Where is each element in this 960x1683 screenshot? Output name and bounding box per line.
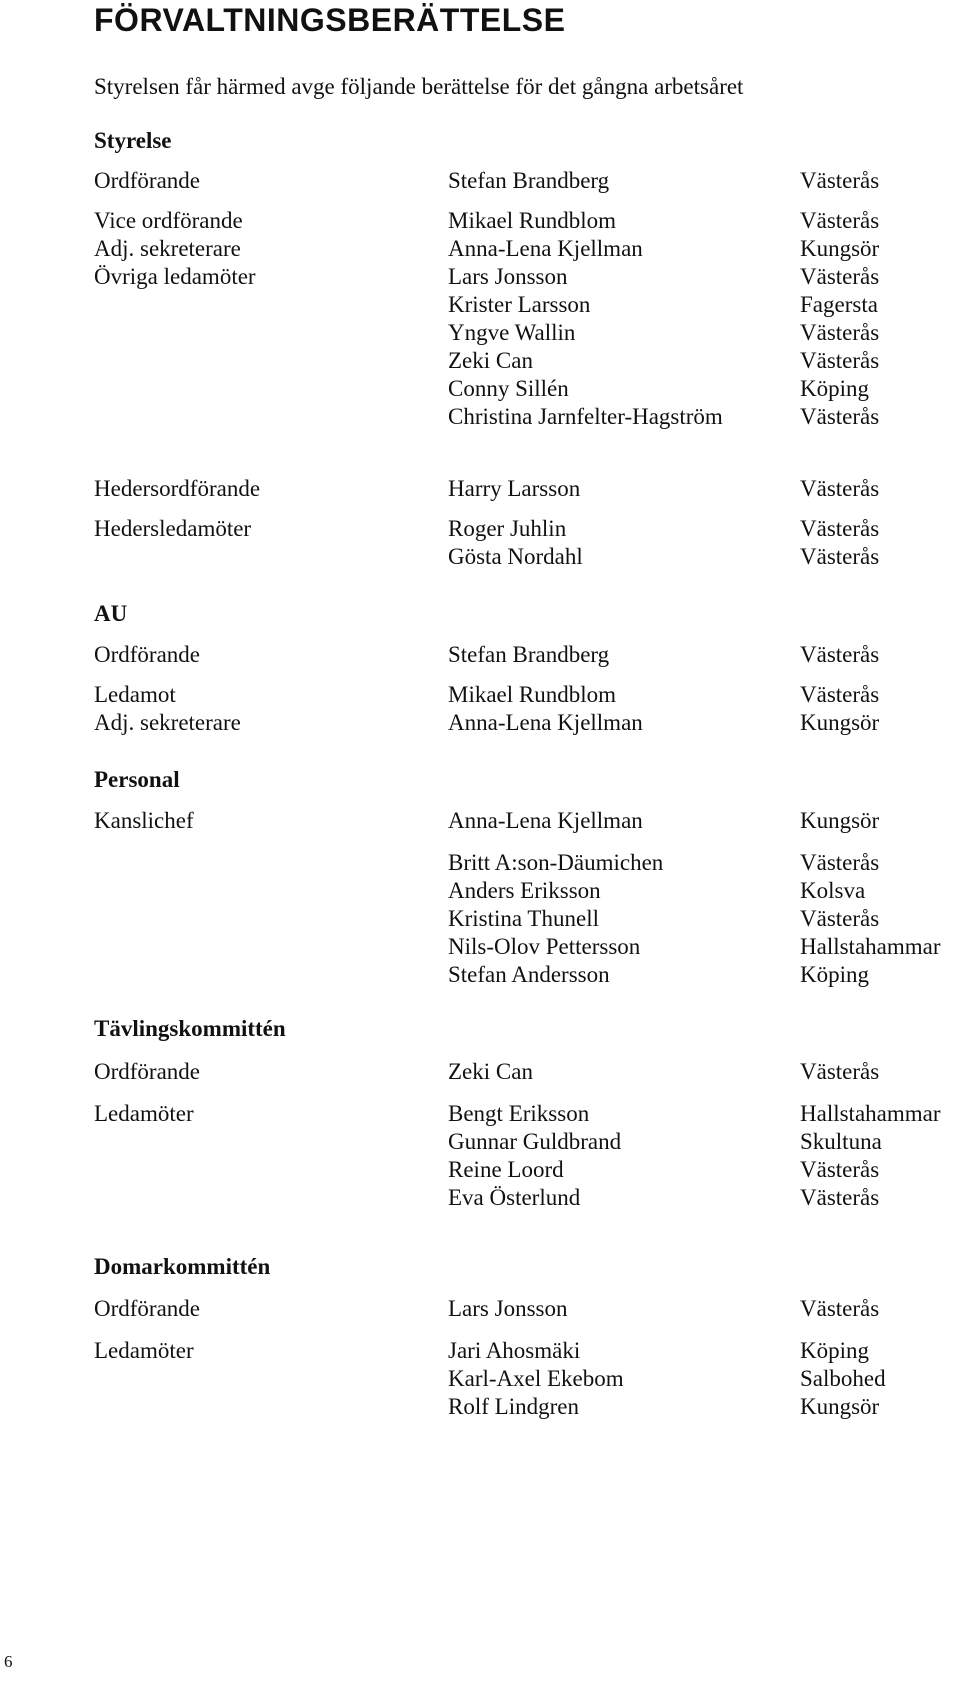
section-heading-personal: Personal bbox=[94, 767, 180, 792]
member-name: Jari Ahosmäki bbox=[448, 1338, 581, 1363]
member-name: Reine Loord bbox=[448, 1157, 564, 1182]
member-name: Yngve Wallin bbox=[448, 320, 576, 345]
member-row bbox=[94, 808, 960, 838]
member-role: Vice ordförande bbox=[94, 208, 243, 233]
member-city: Fagersta bbox=[800, 292, 878, 317]
member-city: Västerås bbox=[800, 348, 880, 373]
member-city: Västerås bbox=[800, 850, 880, 875]
member-name: Rolf Lindgren bbox=[448, 1394, 579, 1419]
member-row bbox=[94, 1157, 960, 1187]
member-name: Mikael Rundblom bbox=[448, 682, 617, 707]
member-city: Västerås bbox=[800, 906, 880, 931]
member-city: Kolsva bbox=[800, 878, 866, 903]
member-row bbox=[94, 168, 960, 198]
member-name: Stefan Andersson bbox=[448, 962, 610, 987]
member-row bbox=[94, 1185, 960, 1215]
member-role: Hedersordförande bbox=[94, 476, 261, 501]
page-number: 6 bbox=[4, 1652, 13, 1671]
member-city: Kungsör bbox=[800, 710, 880, 735]
document-subtitle: Styrelsen får härmed avge följande berättelse för det gångna arbetsåret bbox=[94, 74, 744, 99]
member-role: Adj. sekreterare bbox=[94, 236, 241, 261]
section-heading-domarkommitten: Domarkommittén bbox=[94, 1254, 271, 1279]
member-city: Skultuna bbox=[800, 1129, 882, 1154]
member-name: Krister Larsson bbox=[448, 292, 591, 317]
member-city: Kungsör bbox=[800, 808, 880, 833]
member-city: Västerås bbox=[800, 1059, 880, 1084]
member-name: Anna-Lena Kjellman bbox=[448, 808, 643, 833]
member-city: Västerås bbox=[800, 264, 880, 289]
member-name: Lars Jonsson bbox=[448, 1296, 568, 1321]
member-role: Ordförande bbox=[94, 642, 201, 667]
member-row bbox=[94, 1296, 960, 1326]
member-role: Hedersledamöter bbox=[94, 516, 252, 541]
member-row bbox=[94, 516, 960, 546]
section-heading-styrelse: Styrelse bbox=[94, 128, 172, 153]
member-name: Kristina Thunell bbox=[448, 906, 599, 931]
member-name: Stefan Brandberg bbox=[448, 642, 610, 667]
member-name: Karl-Axel Ekebom bbox=[448, 1366, 624, 1391]
member-row bbox=[94, 934, 960, 964]
member-name: Lars Jonsson bbox=[448, 264, 568, 289]
member-name: Anna-Lena Kjellman bbox=[448, 236, 643, 261]
member-role: Adj. sekreterare bbox=[94, 710, 241, 735]
member-row bbox=[94, 320, 960, 350]
member-row bbox=[94, 682, 960, 712]
member-row bbox=[94, 404, 960, 434]
member-city: Västerås bbox=[800, 682, 880, 707]
member-role: Ledamöter bbox=[94, 1338, 194, 1363]
member-row bbox=[94, 1394, 960, 1424]
member-role: Ordförande bbox=[94, 1059, 201, 1084]
member-city: Västerås bbox=[800, 544, 880, 569]
member-row bbox=[94, 850, 960, 880]
member-row bbox=[94, 906, 960, 936]
section-heading-au: AU bbox=[94, 601, 128, 626]
member-row bbox=[94, 1366, 960, 1396]
member-city: Västerås bbox=[800, 516, 880, 541]
member-name: Britt A:son-Däumichen bbox=[448, 850, 664, 875]
member-row bbox=[94, 544, 960, 574]
member-row bbox=[94, 292, 960, 322]
member-city: Köping bbox=[800, 376, 869, 401]
member-name: Stefan Brandberg bbox=[448, 168, 610, 193]
member-row bbox=[94, 348, 960, 378]
member-name: Zeki Can bbox=[448, 1059, 533, 1084]
member-row bbox=[94, 236, 960, 266]
member-city: Västerås bbox=[800, 404, 880, 429]
member-role: Ledamöter bbox=[94, 1101, 194, 1126]
member-city: Västerås bbox=[800, 208, 880, 233]
member-row bbox=[94, 476, 960, 506]
member-role: Ordförande bbox=[94, 168, 201, 193]
member-row bbox=[94, 264, 960, 294]
member-row bbox=[94, 710, 960, 740]
member-city: Köping bbox=[800, 962, 869, 987]
member-city: Salbohed bbox=[800, 1366, 886, 1391]
member-city: Västerås bbox=[800, 320, 880, 345]
member-city: Västerås bbox=[800, 1185, 880, 1210]
member-name: Anna-Lena Kjellman bbox=[448, 710, 643, 735]
member-row bbox=[94, 1129, 960, 1159]
member-name: Bengt Eriksson bbox=[448, 1101, 590, 1126]
member-name: Roger Juhlin bbox=[448, 516, 567, 541]
document-title: FÖRVALTNINGSBERÄTTELSE bbox=[94, 2, 566, 38]
member-city: Kungsör bbox=[800, 1394, 880, 1419]
member-name: Conny Sillén bbox=[448, 376, 569, 401]
member-row bbox=[94, 1059, 960, 1089]
member-name: Nils-Olov Pettersson bbox=[448, 934, 641, 959]
member-name: Mikael Rundblom bbox=[448, 208, 617, 233]
member-city: Västerås bbox=[800, 642, 880, 667]
member-role: Ordförande bbox=[94, 1296, 201, 1321]
member-city: Västerås bbox=[800, 1296, 880, 1321]
member-row bbox=[94, 1338, 960, 1368]
member-role: Kanslichef bbox=[94, 808, 194, 833]
member-city: Västerås bbox=[800, 1157, 880, 1182]
member-name: Gösta Nordahl bbox=[448, 544, 583, 569]
member-name: Harry Larsson bbox=[448, 476, 581, 501]
member-name: Gunnar Guldbrand bbox=[448, 1129, 622, 1154]
member-row bbox=[94, 376, 960, 406]
member-city: Kungsör bbox=[800, 236, 880, 261]
member-city: Västerås bbox=[800, 476, 880, 501]
member-city: Hallstahammar bbox=[800, 934, 941, 959]
member-row bbox=[94, 878, 960, 908]
member-name: Zeki Can bbox=[448, 348, 533, 373]
member-role: Ledamot bbox=[94, 682, 176, 707]
member-city: Hallstahammar bbox=[800, 1101, 941, 1126]
member-row bbox=[94, 208, 960, 238]
member-name: Eva Österlund bbox=[448, 1185, 581, 1210]
member-name: Christina Jarnfelter-Hagström bbox=[448, 404, 723, 429]
section-heading-tavlingskommitten: Tävlingskommittén bbox=[94, 1016, 286, 1041]
member-row bbox=[94, 1101, 960, 1131]
member-row bbox=[94, 962, 960, 992]
member-city: Köping bbox=[800, 1338, 869, 1363]
member-role: Övriga ledamöter bbox=[94, 264, 256, 289]
member-row bbox=[94, 642, 960, 672]
member-city: Västerås bbox=[800, 168, 880, 193]
member-name: Anders Eriksson bbox=[448, 878, 601, 903]
